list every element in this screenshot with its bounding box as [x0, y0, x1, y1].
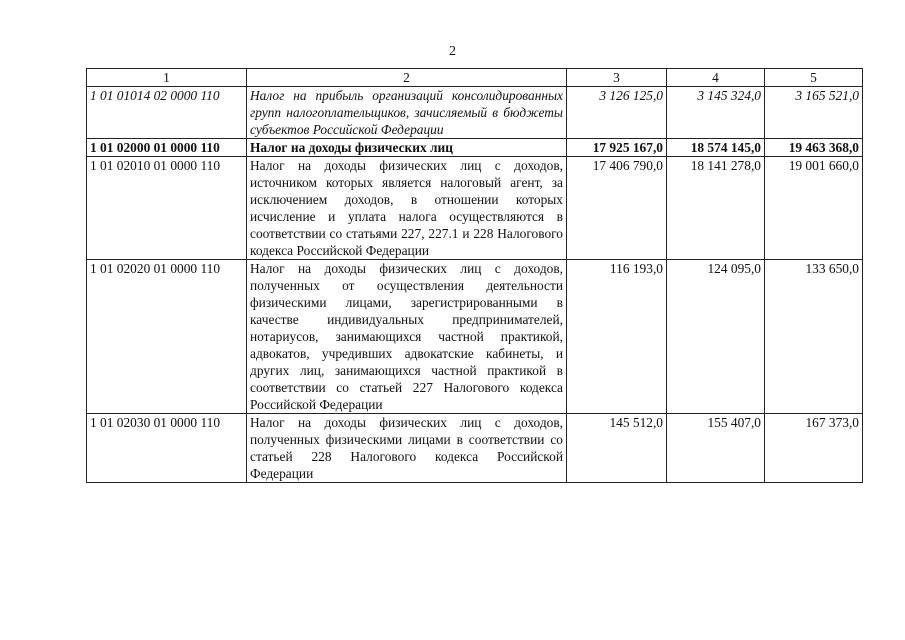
amount-year-1: 3 126 125,0	[567, 87, 667, 139]
amount-year-3: 167 373,0	[765, 414, 863, 483]
amount-year-3: 133 650,0	[765, 260, 863, 414]
budget-classification-code: 1 01 01014 02 0000 110	[87, 87, 247, 139]
column-header-year-2: 4	[667, 69, 765, 87]
budget-classification-code: 1 01 02000 01 0000 110	[87, 139, 247, 157]
revenue-name: Налог на доходы физических лиц с доходов, полученных физическими лицами в соответствии со статьей 228 Налогового кодекса Российской Федерации	[247, 414, 567, 483]
amount-year-3: 19 001 660,0	[765, 157, 863, 260]
table-row	[87, 414, 863, 483]
revenue-name: Налог на доходы физических лиц с доходов, полученных от осуществления деятельности физическими лицами, зарегистрированными в качестве индивидуальных предпринимателей, нотариусов, занимающихся частной практикой, адвокатов, учредивших адвокатские кабинеты, и других лиц, занимающихся частной практикой в соответствии со статьей 227 Налогового кодекса Российской Федерации	[247, 260, 567, 414]
amount-year-2: 3 145 324,0	[667, 87, 765, 139]
amount-year-1: 17 406 790,0	[567, 157, 667, 260]
table-row	[87, 260, 863, 414]
table-row	[87, 139, 863, 157]
amount-year-1: 17 925 167,0	[567, 139, 667, 157]
amount-year-3: 3 165 521,0	[765, 87, 863, 139]
revenue-name: Налог на прибыль организаций консолидированных групп налогоплательщиков, зачисляемый в бюджеты субъектов Российской Федерации	[247, 87, 567, 139]
amount-year-1: 145 512,0	[567, 414, 667, 483]
amount-year-3: 19 463 368,0	[765, 139, 863, 157]
budget-classification-code: 1 01 02010 01 0000 110	[87, 157, 247, 260]
column-header-name: 2	[247, 69, 567, 87]
amount-year-2: 18 574 145,0	[667, 139, 765, 157]
page-number: 2	[449, 44, 456, 59]
budget-classification-code: 1 01 02020 01 0000 110	[87, 260, 247, 414]
budget-revenue-table	[86, 68, 863, 483]
column-header-code: 1	[87, 69, 247, 87]
revenue-name: Налог на доходы физических лиц с доходов, источником которых является налоговый агент, за исключением доходов, в отношении которых исчисление и уплата налога осуществляются в соответствии со статьями 227, 227.1 и 228 Налогового кодекса Российской Федерации	[247, 157, 567, 260]
table-row	[87, 87, 863, 139]
table-header-row	[87, 69, 863, 87]
revenue-name: Налог на доходы физических лиц	[247, 139, 567, 157]
amount-year-2: 124 095,0	[667, 260, 765, 414]
budget-classification-code: 1 01 02030 01 0000 110	[87, 414, 247, 483]
column-header-year-1: 3	[567, 69, 667, 87]
amount-year-1: 116 193,0	[567, 260, 667, 414]
column-header-year-3: 5	[765, 69, 863, 87]
table-row	[87, 157, 863, 260]
amount-year-2: 155 407,0	[667, 414, 765, 483]
amount-year-2: 18 141 278,0	[667, 157, 765, 260]
